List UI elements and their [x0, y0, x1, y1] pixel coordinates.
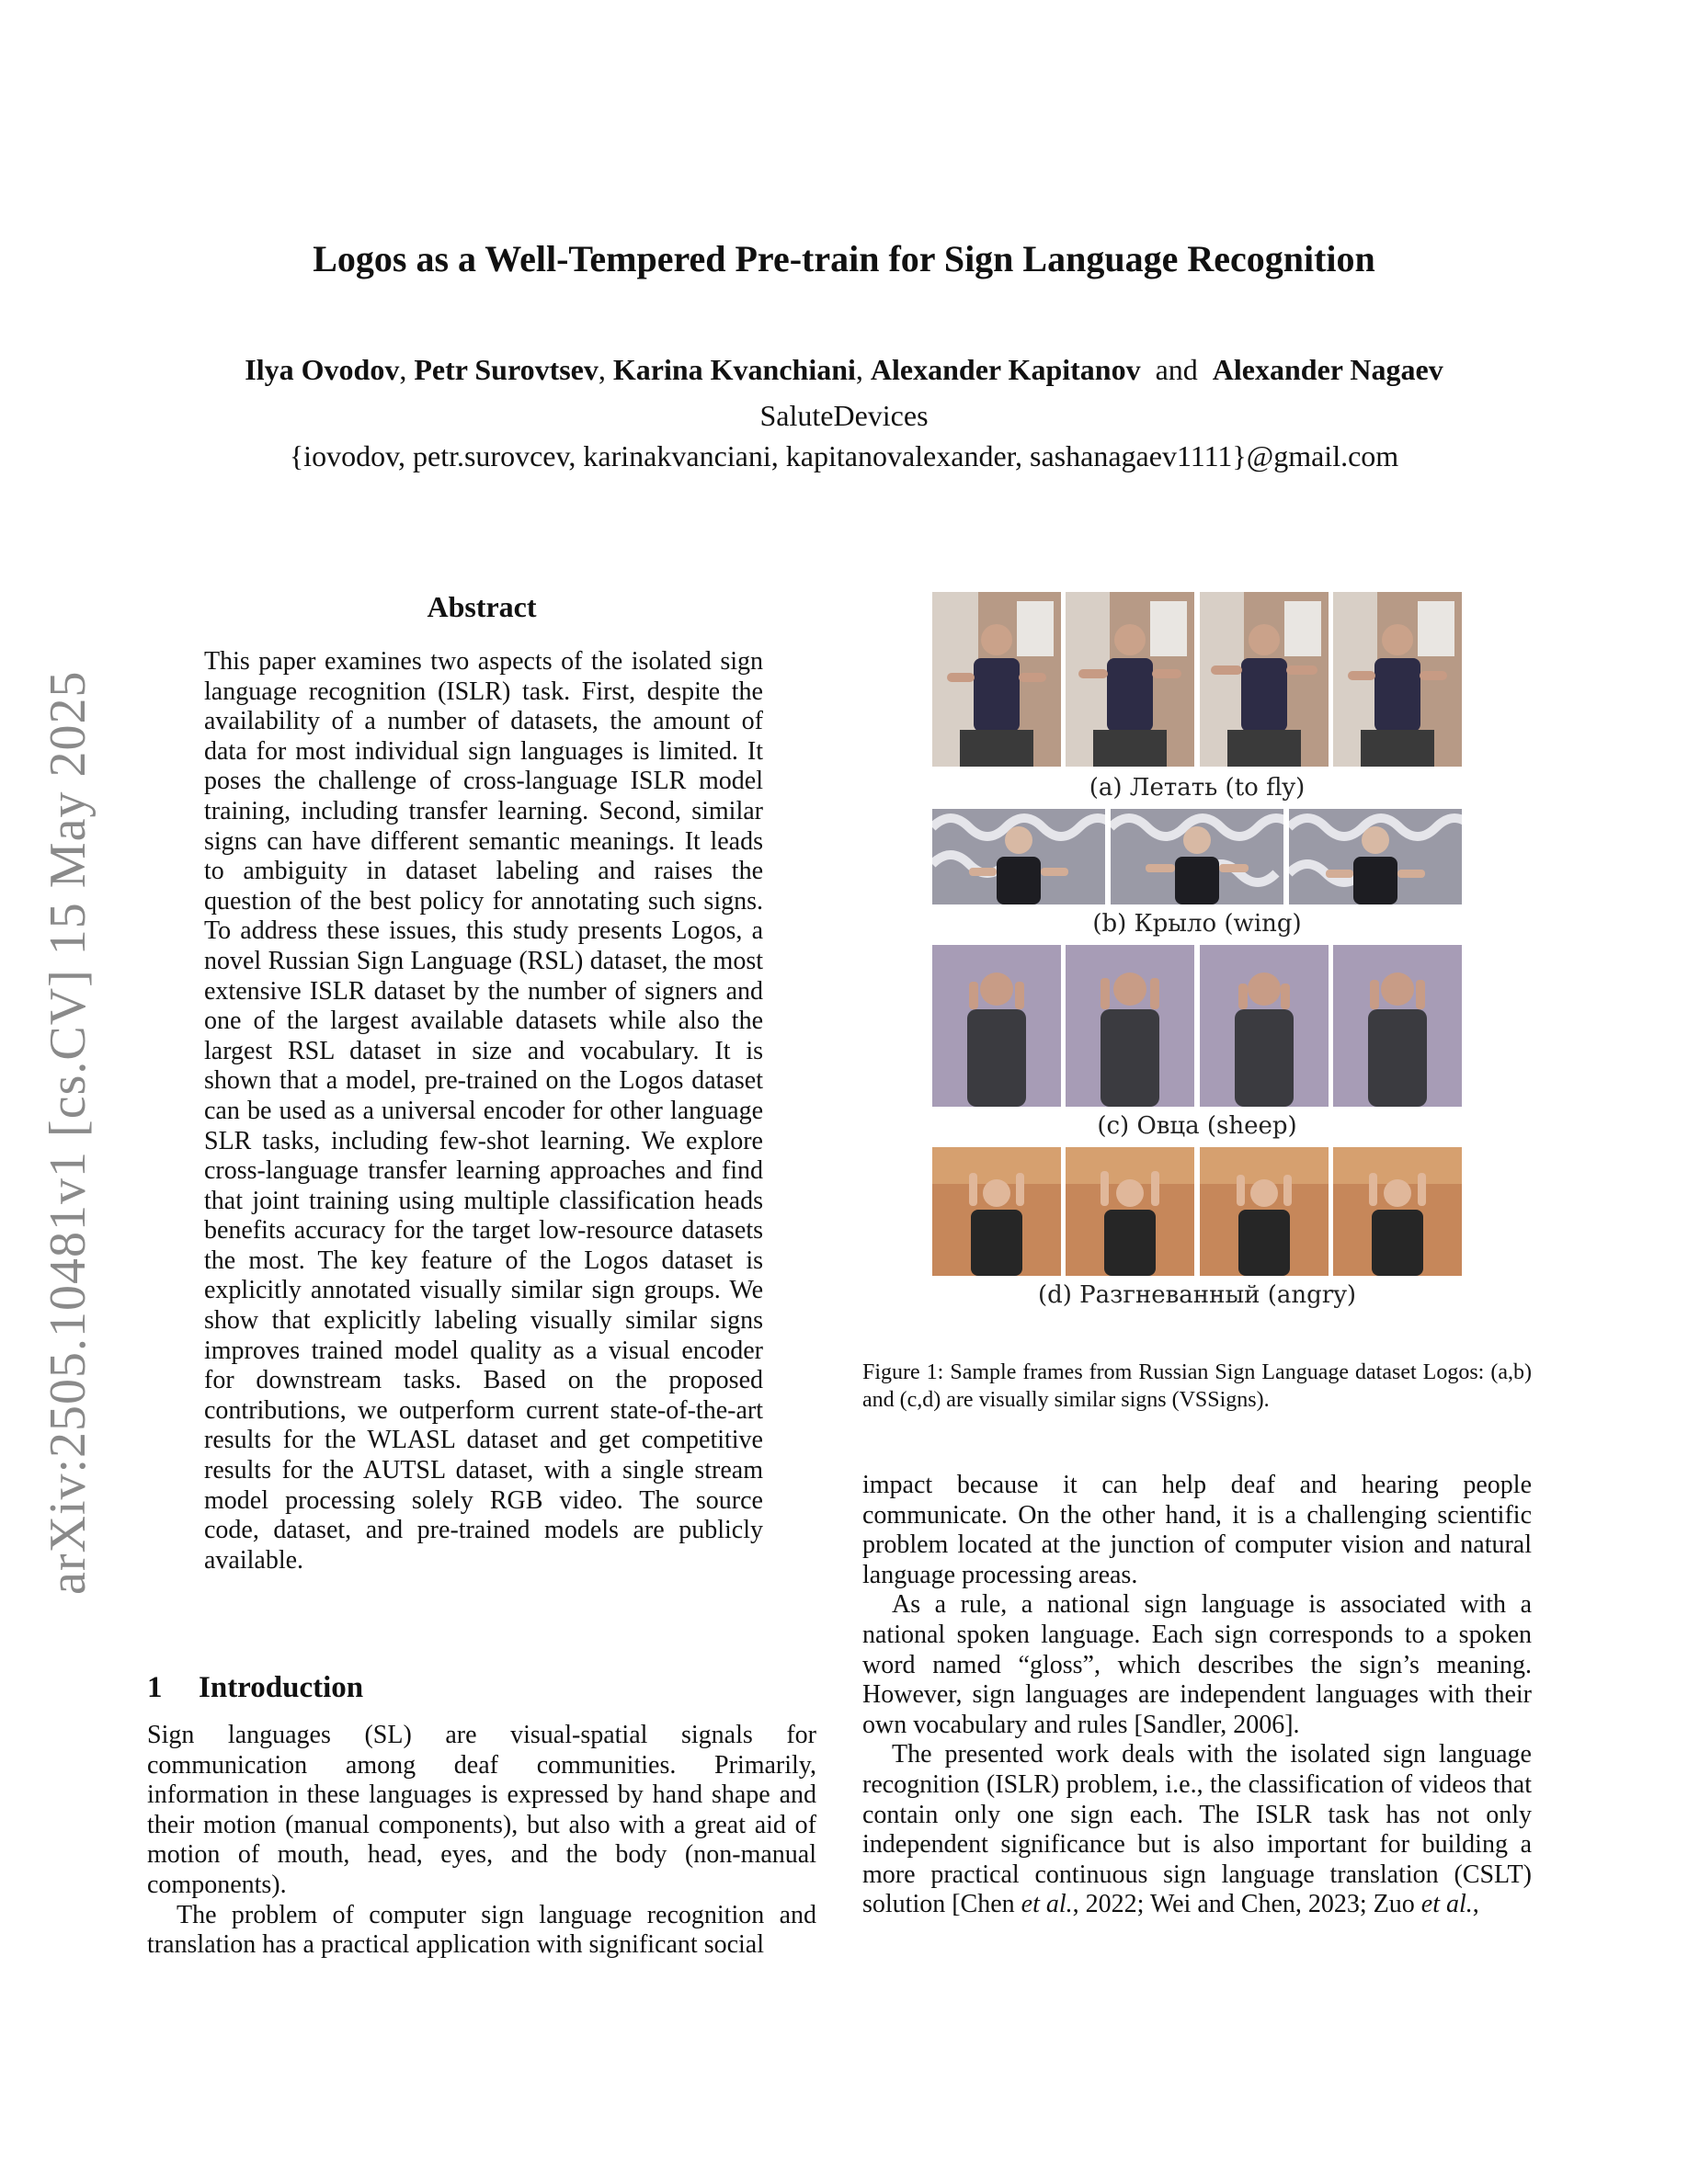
video-frame-image: [1333, 1147, 1462, 1276]
author-alexander-kapitanov: Alexander Kapitanov: [870, 353, 1141, 386]
author-separator: ,: [855, 353, 863, 386]
et-al-italic: et al.: [1021, 1890, 1073, 1919]
frames-row-a: [932, 592, 1462, 767]
intro-paragraph-2-continued: impact because it can help deaf and hearing people communicate. On the other hand, it is a challenging scientific problem located at the junction of computer vision and natural language processing areas.: [862, 1471, 1532, 1589]
author-ilya-ovodov: Ilya Ovodov: [245, 353, 400, 386]
subfigure-caption-d: (d) Разгневанный (angry): [1037, 1281, 1357, 1309]
intro-paragraph-3: As a rule, a national sign language is associated with a national spoken language. Each sign corresponds to a spoken word named “gloss”, which describes the sign’s meaning. However, sign languages are independent languages with their own vocabulary and rules [Sandler, 2006].: [862, 1590, 1532, 1739]
frames-row-c: [932, 945, 1462, 1107]
intro-paragraph-1: Sign languages (SL) are visual-spatial signals for communication among deaf communities. Primarily, information in these languages is expressed by hand shape and their motion (manual components), but also with a great aid of motion of mouth, head, eyes, and the body (non-manual components).: [147, 1721, 816, 1899]
abstract-text: This paper examines two aspects of the isolated sign language recognition (ISLR) task. First, despite the availability of a number of datasets, the amount of data for most individual sign languages is limited. It poses the challenge of cross-language ISLR model training, including transfer learning. Second, similar signs can have different semantic meanings. It leads to ambiguity in dataset labeling and raises the question of the best policy for annotating such signs. To address these issues, this study presents Logos, a novel Russian Sign Language (RSL) dataset, the most extensive ISLR dataset by the number of signers and one of the largest available datasets while also the largest RSL dataset in size and vocabulary. It is shown that a model, pre-trained on the Logos dataset can be used as a universal encoder for other language SLR tasks, including few-shot learning. We explore cross-language transfer learning approaches and find that joint training using multiple classification heads benefits accuracy for the target low-resource datasets the most. The key feature of the Logos dataset is explicitly annotated visually similar sign groups. We show that explicitly labeling visually similar signs improves trained model quality as a visual encoder for downstream tasks. Based on the proposed contributions, we outperform current state-of-the-art results for the WLASL dataset and get competitive results for the AUTSL dataset, with a single stream model processing solely RGB video. The source code, dataset, and pre-trained models are publicly available.: [204, 647, 763, 1575]
subfigure-caption-a: (a) Летать (to fly): [1089, 774, 1306, 802]
section-number: 1: [147, 1671, 163, 1704]
video-frame-image: [1289, 809, 1462, 904]
author-karina-kvanchiani: Karina Kvanchiani: [612, 353, 856, 386]
frames-row-b: [932, 809, 1462, 904]
right-column: [862, 1471, 1532, 1920]
subfigure-caption-c: (c) Овца (sheep): [1097, 1112, 1297, 1140]
frames-row-d: [932, 1147, 1462, 1276]
intro-paragraph-4-text: ,: [1472, 1890, 1479, 1919]
video-frame-image: [932, 592, 1061, 767]
author-separator: ,: [399, 353, 407, 386]
video-frame-image: [1066, 945, 1194, 1107]
subfigure-caption-b: (b) Крыло (wing): [1092, 910, 1302, 938]
paper-title: Logos as a Well-Tempered Pre-train for Sign Language Recognition: [313, 238, 1375, 279]
left-column: [147, 1721, 816, 1961]
video-frame-image: [1066, 1147, 1194, 1276]
et-al-italic: et al.: [1420, 1890, 1473, 1919]
figure-1: [932, 592, 1462, 1309]
author-separator: ,: [598, 353, 606, 386]
author-list: [0, 353, 1688, 387]
video-frame-image: [1200, 945, 1329, 1107]
author-alexander-nagaev: Alexander Nagaev: [1212, 353, 1443, 386]
section-title: Introduction: [199, 1671, 364, 1704]
video-frame-image: [932, 1147, 1061, 1276]
author-conjunction: and: [1155, 353, 1198, 386]
figure-caption: Figure 1: Sample frames from Russian Sign Language dataset Logos: (a,b) and (c,d) are visually similar signs (VSSigns).: [862, 1360, 1532, 1412]
video-frame-image: [932, 809, 1105, 904]
video-frame-image: [1111, 809, 1283, 904]
video-frame-image: [1200, 1147, 1329, 1276]
video-frame-image: [1333, 945, 1462, 1107]
video-frame-image: [1066, 592, 1194, 767]
intro-paragraph-2: The problem of computer sign language recognition and translation has a practical application with significant social: [147, 1900, 816, 1960]
intro-paragraph-4: [862, 1740, 1532, 1920]
affiliation: SaluteDevices: [759, 399, 929, 432]
intro-paragraph-4-text: , 2022; Wei and Chen, 2023; Zuo: [1072, 1890, 1421, 1919]
video-frame-image: [1200, 592, 1329, 767]
video-frame-image: [1333, 592, 1462, 767]
intro-paragraph-4-text: The presented work deals with the isolated sign language recognition (ISLR) problem, i.e., the classification of videos that contain only one sign each. The ISLR task has not only independent significance but is also important for building a more practical continuous sign language translation (CSLT) solution [Chen: [862, 1740, 1532, 1919]
author-petr-surovtsev: Petr Surovtsev: [414, 353, 599, 386]
author-emails: {iovodov, petr.surovcev, karinakvanciani, kapitanovalexander, sashanagaev1111}@gmail.com: [289, 439, 1399, 472]
abstract-heading: Abstract: [427, 590, 537, 623]
section-heading-introduction: [147, 1671, 363, 1705]
arxiv-identifier: arXiv:2505.10481v1 [cs.CV] 15 May 2025: [40, 670, 97, 1595]
video-frame-image: [932, 945, 1061, 1107]
